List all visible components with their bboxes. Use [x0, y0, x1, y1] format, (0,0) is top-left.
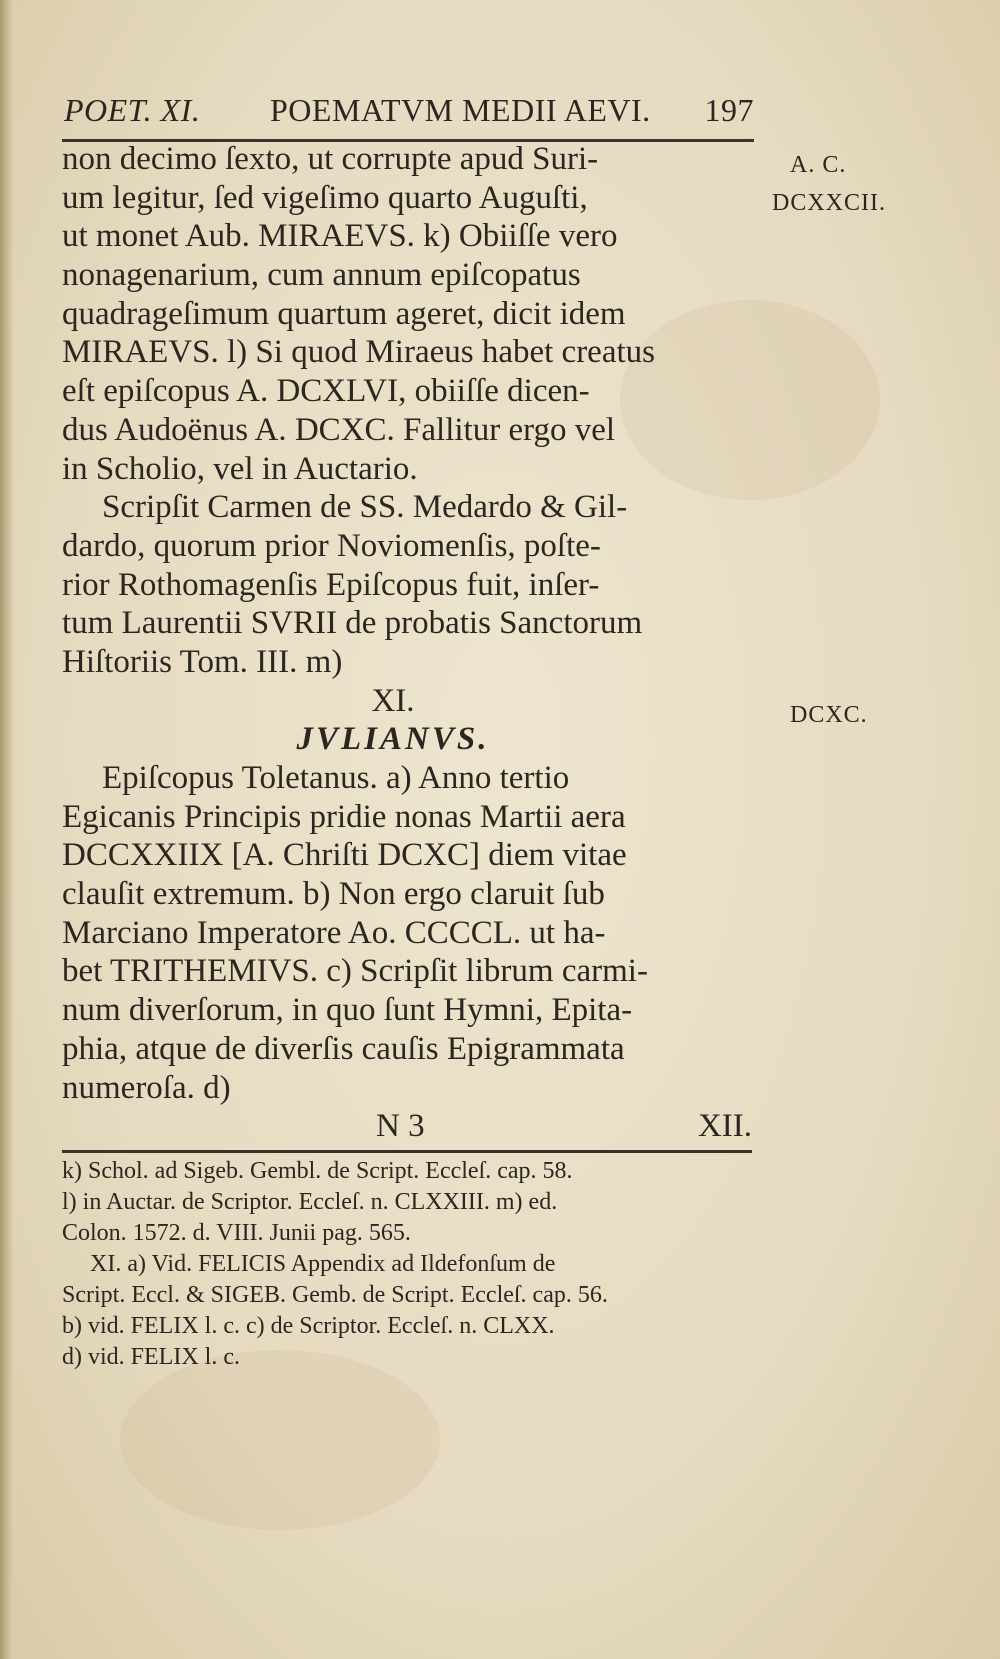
footnote-line: Script. Eccl. & SIGEB. Gemb. de Script. Eccleſ. cap. 56. [62, 1282, 608, 1308]
footnote-line: d) vid. FELIX l. c. [62, 1344, 240, 1370]
text-line: Epiſcopus Toletanus. a) Anno tertio [102, 760, 570, 796]
text-line: numeroſa. d) [62, 1069, 231, 1106]
catchword: XII. [697, 1108, 752, 1144]
page-footer [62, 1108, 752, 1148]
page-edge-shadow [0, 0, 14, 1659]
text-line: tum Laurentii SVRII de probatis Sanctorum [62, 605, 643, 642]
footnote-line: k) Schol. ad Sigeb. Gembl. de Script. Eccleſ. cap. 58. [62, 1158, 573, 1184]
text-line: Scripſit Carmen de SS. Medardo & Gil- [102, 489, 628, 526]
body-text [62, 140, 764, 1107]
footnote-line: Colon. 1572. d. VIII. Junii pag. 565. [62, 1220, 411, 1246]
signature-mark: N 3 [376, 1108, 425, 1144]
page-number: 197 [704, 92, 754, 128]
text-line: ut monet Aub. MIRAEVS. k) Obiiſſe vero [62, 218, 618, 255]
text-line: eſt epiſcopus A. DCXLVI, obiiſſe dicen- [62, 373, 590, 410]
header-title: POEMATVM MEDII AEVI. [270, 92, 651, 128]
header-section-label: POET. XI. [64, 92, 201, 128]
text-line: bet TRITHEMIVS. c) Scripſit librum carmi- [62, 953, 648, 990]
text-line: Marciano Imperatore Ao. CCCCL. ut ha- [62, 914, 606, 951]
text-line: non decimo ſexto, ut corrupte apud Suri- [62, 141, 599, 177]
text-line: in Scholio, vel in Auctario. [62, 450, 418, 487]
footnote-line: l) in Auctar. de Scriptor. Eccleſ. n. CLXXIII. m) ed. [62, 1189, 558, 1215]
text-line: quadrageſimum quartum ageret, dicit idem [62, 295, 626, 332]
footnotes [62, 1156, 762, 1373]
text-line: DCCXXIIX [A. Chriſti DCXC] diem vitae [62, 837, 627, 874]
text-line: um legitur, ſed vigeſimo quarto Auguſti, [62, 179, 588, 216]
text-line: nonagenarium, cum annum epiſcopatus [62, 257, 581, 294]
text-line: MIRAEVS. l) Si quod Miraeus habet creatus [62, 334, 655, 371]
section-number: XI. [371, 682, 415, 719]
running-header [64, 92, 754, 134]
text-line: Egicanis Principis pridie nonas Martii aera [62, 798, 626, 835]
text-line: phia, atque de diverſis cauſis Epigrammata [62, 1030, 625, 1067]
margin-note-year: DCXC. [790, 702, 868, 728]
section-heading: JVLIANVS. [296, 721, 490, 758]
text-line: Hiſtoriis Tom. III. m) [62, 643, 343, 680]
text-line: dus Audoënus A. DCXC. Fallitur ergo vel [62, 411, 616, 448]
text-line: dardo, quorum prior Noviomenſis, poſte- [62, 527, 601, 564]
text-line: rior Rothomagenſis Epiſcopus fuit, inſer- [62, 566, 600, 603]
text-line: num diverſorum, in quo ſunt Hymni, Epita- [62, 992, 633, 1029]
text-line: clauſit extremum. b) Non ergo claruit ſub [62, 876, 605, 913]
footnote-line: XI. a) Vid. FELICIS Appendix ad Ildefonſum de [90, 1251, 556, 1277]
margin-note-year: DCXXCII. [772, 190, 886, 216]
footnote-line: b) vid. FELIX l. c. c) de Scriptor. Eccleſ. n. CLXX. [62, 1313, 555, 1339]
paper-stain [120, 1350, 440, 1530]
margin-note-ac: A. C. [790, 152, 847, 178]
footnote-rule [62, 1150, 752, 1153]
